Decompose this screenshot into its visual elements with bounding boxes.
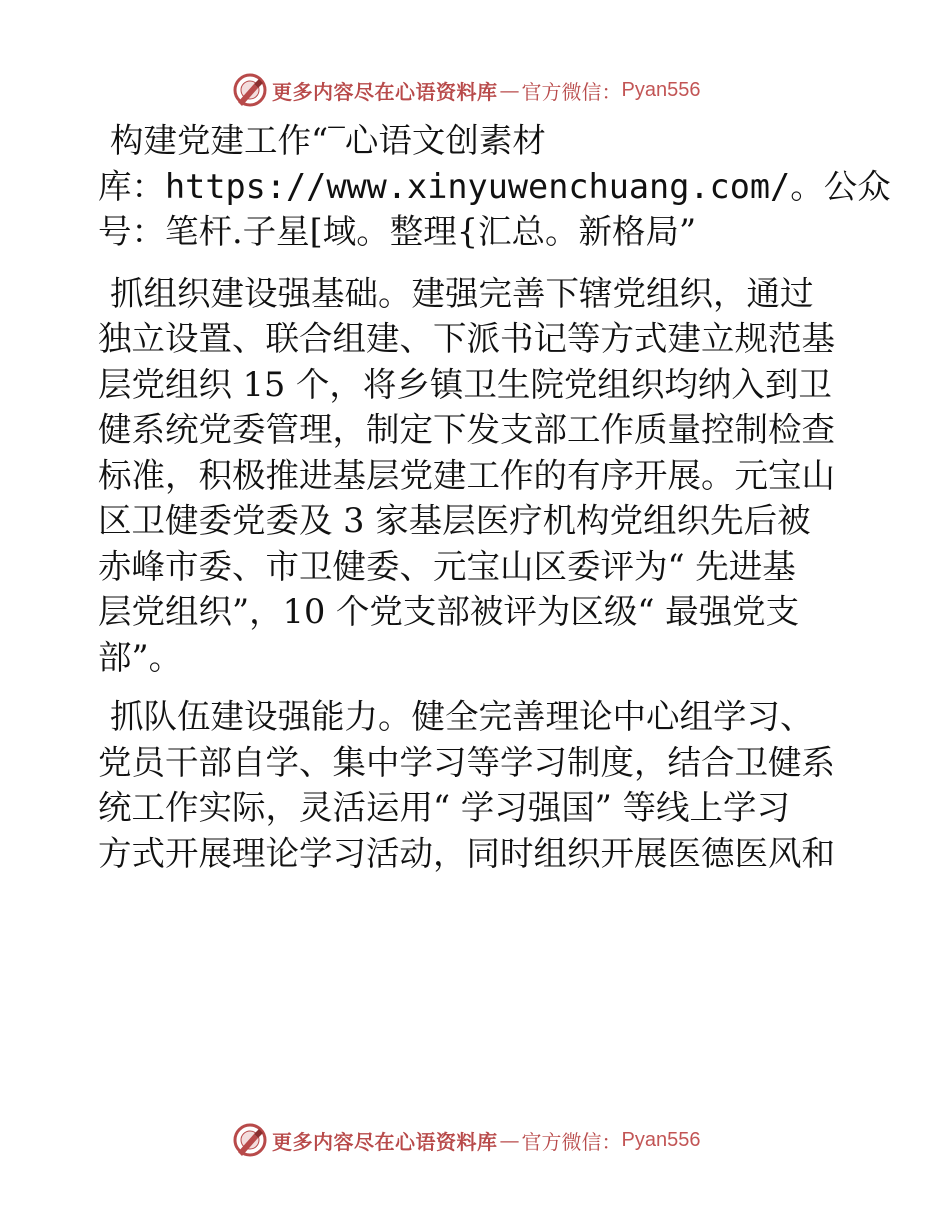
- pen-logo-icon: [232, 1122, 268, 1158]
- footer-watermark-banner: [232, 1120, 700, 1160]
- paragraph-line: 区卫健委党委及 3 家基层医疗机构党组织先后被: [98, 501, 811, 540]
- paragraph-team: [98, 694, 858, 876]
- document-body: [98, 118, 891, 890]
- paragraph-line: 党员干部自学、集中学习等学习制度，结合卫健系: [98, 742, 835, 782]
- paragraph-line: 抓组织建设强基础。建强完善下辖党组织，通过: [110, 273, 814, 313]
- header-watermark-banner: [232, 70, 700, 110]
- document-heading: [98, 118, 891, 255]
- paragraph-line: 层党组织 15 个，将乡镇卫生院党组织均纳入到卫: [98, 364, 832, 404]
- paragraph-line: 健系统党委管理，制定下发支部工作质量控制检查: [98, 410, 835, 449]
- heading-url: https://www.xinyuwenchuang.com/: [165, 166, 791, 206]
- banner-title: 更多内容尽在心语资料库: [272, 79, 498, 104]
- paragraph-line: 独立设置、联合组建、下派书记等方式建立规范基: [98, 319, 835, 358]
- paragraph-line: 方式开展理论学习活动，同时组织开展医德医风和: [98, 833, 835, 873]
- heading-line-2-prefix: 库：: [98, 166, 165, 206]
- paragraph-organization: [98, 271, 858, 681]
- paragraph-line: 赤峰市委、市卫健委、元宝山区委评为“ 先进基: [98, 546, 796, 586]
- heading-line-1: 构建党建工作“‾心语文创素材: [110, 121, 546, 160]
- heading-line-2-suffix: 。公众: [790, 166, 891, 206]
- paragraph-line: 部”。: [98, 637, 183, 677]
- banner-wechat-label: 官方微信：: [521, 79, 622, 104]
- paragraph-line: 层党组织”，10 个党支部被评为区级“ 最强党支: [98, 592, 800, 631]
- paragraph-line: 统工作实际，灵活运用“ 学习强国” 等线上学习: [98, 788, 791, 827]
- banner-title: 更多内容尽在心语资料库: [272, 1129, 498, 1154]
- heading-line-2: [98, 164, 891, 210]
- pen-logo-icon: [232, 72, 268, 108]
- heading-line-3: 号：笔杆.子星[域。整理{汇总。新格局”: [98, 212, 697, 251]
- banner-wechat-id: Pyan556: [621, 78, 701, 101]
- paragraph-line: 标准，积极推进基层党建工作的有序开展。元宝山: [98, 455, 835, 495]
- banner-dash: —: [499, 1128, 520, 1152]
- paragraph-line: 抓队伍建设强能力。健全完善理论中心组学习、: [110, 697, 814, 736]
- banner-wechat-label: 官方微信：: [521, 1129, 622, 1154]
- banner-dash: —: [499, 78, 520, 102]
- banner-wechat-id: Pyan556: [621, 1128, 701, 1151]
